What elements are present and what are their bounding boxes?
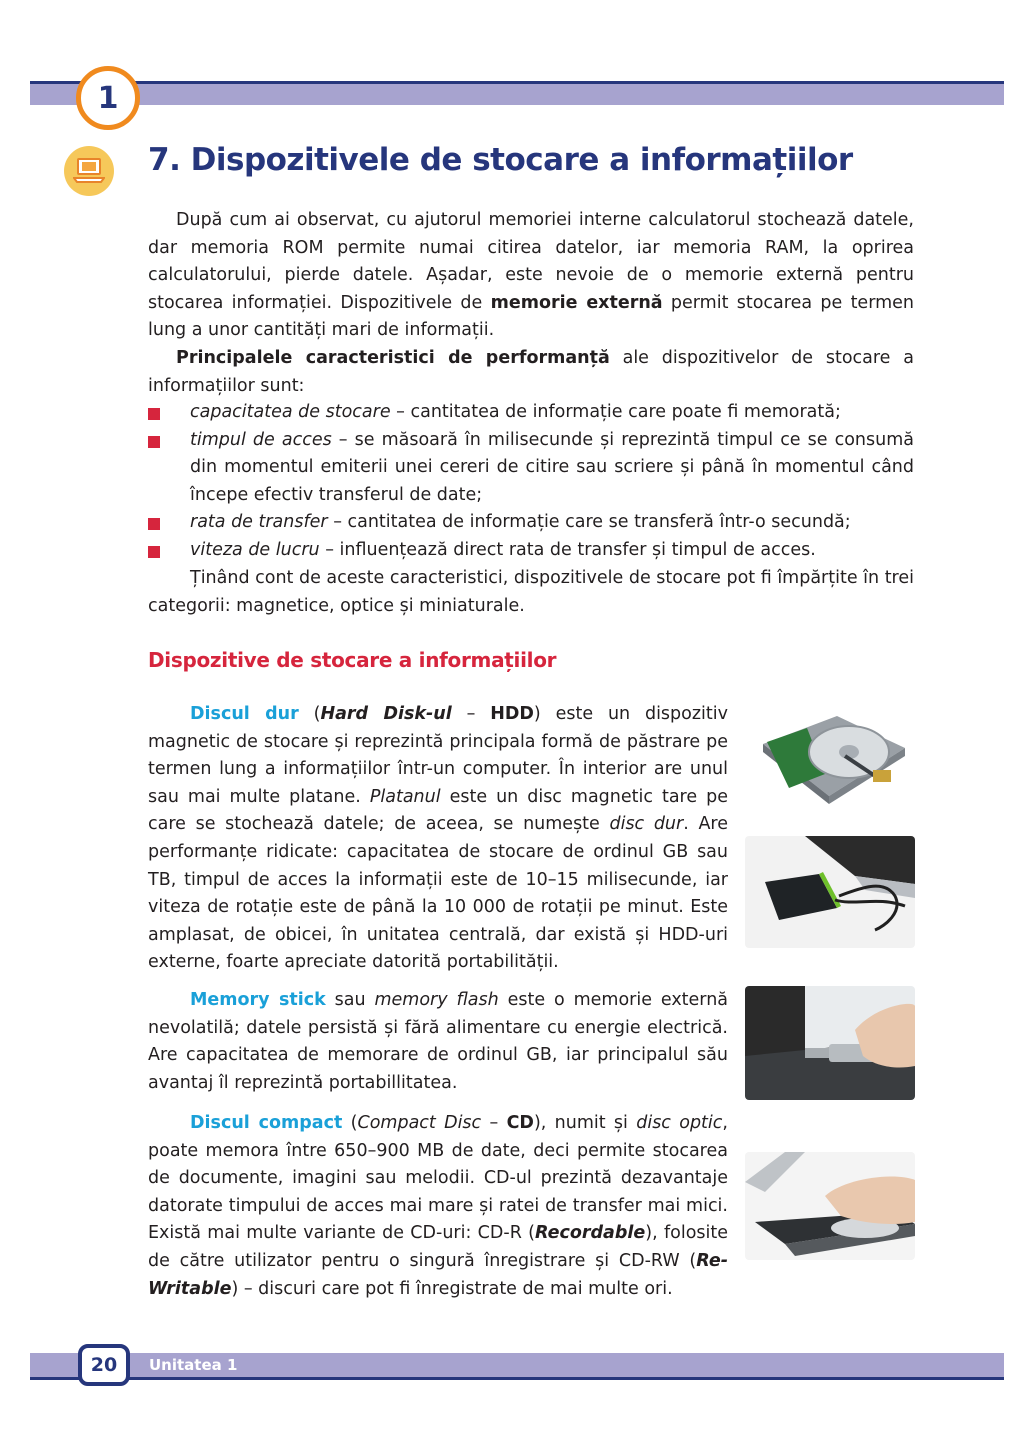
- bullet-term: rata de transfer: [190, 512, 328, 533]
- cd-bold-italic: Recordable: [535, 1223, 646, 1244]
- bullet-square-icon: [148, 518, 160, 530]
- bullet-term: timpul de acces: [190, 429, 332, 450]
- hdd-italic: Hard Disk-ul: [320, 704, 452, 724]
- lesson-icon: [64, 146, 114, 196]
- list-item: [148, 537, 914, 565]
- page-number: 20: [78, 1344, 130, 1386]
- hdd-abbr: HDD: [490, 704, 534, 724]
- hdd-text: –: [451, 704, 491, 724]
- section-heading: Dispozitive de stocare a informațiilor: [148, 648, 557, 672]
- memory-stick-italic: memory flash: [374, 990, 499, 1010]
- cd-text: ) – discuri care pot fi înregistrate de mai multe ori.: [231, 1278, 673, 1299]
- memory-stick-text: sau: [325, 990, 375, 1010]
- hdd-text: (: [298, 704, 321, 724]
- memory-stick-photo: [745, 986, 915, 1100]
- cd-abbr: CD: [506, 1113, 534, 1133]
- intro-paragraph: [148, 207, 914, 345]
- bullet-text: – influențează direct rata de transfer și timpul de acces.: [319, 539, 816, 560]
- bullet-text: – cantitatea de informație care se transferă într-o secundă;: [327, 512, 851, 533]
- characteristics-text: ale dispozitivelor de stocare a informațiilor sunt:: [148, 348, 914, 396]
- hdd-text: este un disc magnetic tare pe care se stochează datele; de aceea, se numește: [148, 786, 728, 835]
- external-hdd-photo: [745, 836, 915, 948]
- bullet-text: – cantitatea de informație care poate fi memorată;: [390, 402, 841, 422]
- memory-stick-term: Memory stick: [190, 990, 326, 1010]
- page-title: 7. Dispozitivele de stocare a informațiilor: [148, 142, 853, 178]
- footer-unit-label: Unitatea 1: [149, 1356, 238, 1374]
- characteristics-bold: Principalele caracteristici de performanță: [176, 348, 610, 368]
- list-item: [148, 427, 914, 510]
- hdd-text: ) este un dispozitiv magnetic de stocare și reprezintă principala formă de păstrare pe termen lung a informațiilor într-un computer. În interior are unul sau mai multe platane.: [148, 704, 728, 807]
- cd-italic: Compact Disc: [357, 1113, 482, 1133]
- bullet-square-icon: [148, 408, 160, 420]
- hdd-italic: disc dur: [609, 814, 684, 835]
- bullet-term: viteza de lucru: [190, 539, 320, 560]
- laptop-icon: [73, 157, 105, 185]
- list-item: [148, 509, 914, 537]
- cd-italic: disc optic: [636, 1113, 723, 1133]
- hdd-paragraph: [148, 701, 728, 977]
- bullet-term: capacitatea de stocare: [190, 402, 391, 422]
- header-band: [30, 81, 1004, 105]
- unit-number-badge: 1: [76, 66, 140, 130]
- bullet-text: – se măsoară în milisecunde și reprezintă timpul ce se consumă din momentul emiterii unei cereri de citire sau scriere și până în momentul când începe efectiv transferul de date;: [190, 429, 915, 505]
- bullet-square-icon: [148, 546, 160, 558]
- bullet-square-icon: [148, 436, 160, 448]
- intro-text-a: După cum ai observat, cu ajutorul memoriei interne calculatorul stochează datele, dar memoria ROM permite numai citirea datelor, iar memoria RAM, la oprirea calculatorului, pierde datele. Așadar, este nevoie de o memorie externă pentru stocarea informației. Dispozitivele de: [148, 210, 914, 313]
- hard-disk-photo: [745, 704, 915, 820]
- intro-text-b: permit stocarea pe termen lung a unor cantități mari de informații.: [148, 292, 914, 341]
- conclusion-paragraph: Ținând cont de aceste caracteristici, dispozitivele de stocare pot fi împărțite în trei categorii: magnetice, optice și miniaturale.: [148, 568, 914, 616]
- cd-text: , poate memora între 650–900 MB de date, deci permite stocarea de documente, imagini sau melodii. CD-ul prezintă dezavantaje datorate timpului de acces mai mare și ratei de transfer mai mici. Există mai multe variante de CD-uri: CD-R (: [148, 1113, 728, 1244]
- intro-bold-term: memorie externă: [490, 292, 663, 313]
- memory-stick-text: este o memorie externă nevolatilă; datele persistă și fără alimentare cu energie electrică. Are capacitatea de memorare de ordinul GB, iar principalul său avantaj îl reprezintă portabillitatea.: [148, 990, 729, 1093]
- list-item: [148, 399, 914, 427]
- hdd-term: Discul dur: [190, 704, 299, 724]
- cd-text: (: [342, 1113, 358, 1133]
- cd-drive-photo: [745, 1152, 915, 1260]
- characteristics-list: [148, 399, 914, 565]
- memory-stick-paragraph: [148, 987, 728, 1097]
- cd-paragraph: [148, 1110, 728, 1303]
- hdd-italic: Platanul: [369, 786, 441, 807]
- hdd-text: . Are performanțe ridicate: capacitatea de stocare de ordinul GB sau TB, timpul de acces la informații este de 10–15 milisecunde, iar viteza de rotație este de până la 10 000 de rotații pe minut. Este amplasat, de obicei, în unitatea centrală, dar există și HDD-uri externe, foarte apreciate datorită portabilității.: [148, 814, 728, 973]
- cd-text: –: [481, 1113, 507, 1133]
- cd-bold-italic: Re-Writable: [148, 1250, 728, 1299]
- cd-text: ), numit și: [533, 1113, 637, 1133]
- cd-text: ), folosite de către utilizator pentru o singură înregistrare și CD-RW (: [148, 1223, 729, 1271]
- characteristics-intro: [148, 345, 914, 400]
- cd-term: Discul compact: [190, 1113, 343, 1133]
